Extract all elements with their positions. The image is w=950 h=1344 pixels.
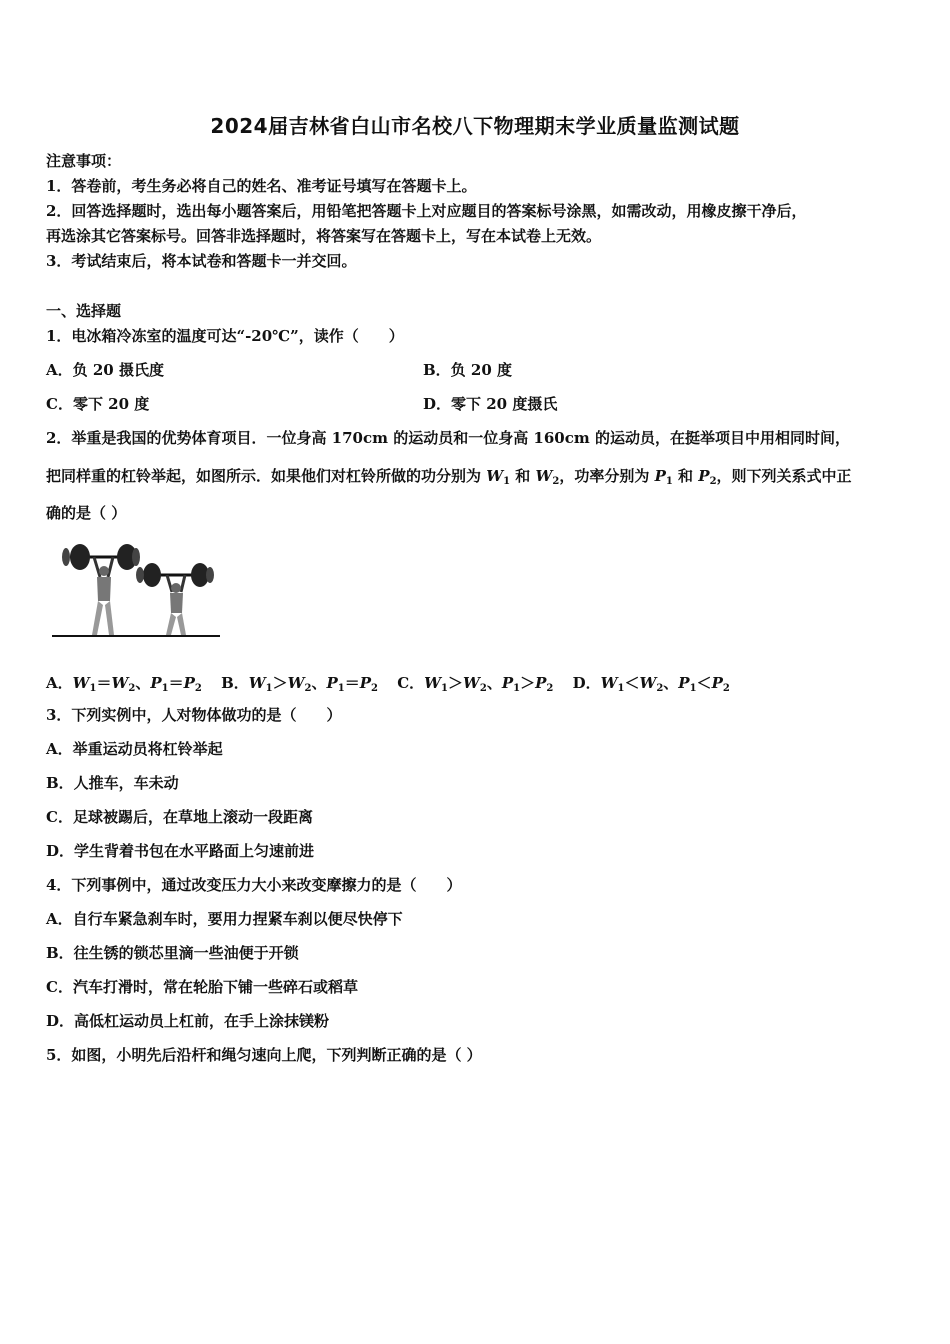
q4-option-d: D．高低杠运动员上杠前，在手上涂抹镁粉 [46,1012,330,1030]
q3-stem: 3．下列实例中，人对物体做功的是（ ） [46,706,342,724]
q3-option-c: C．足球被踢后，在草地上滚动一段距离 [46,808,313,826]
q2-stem-line-3: 确的是（ ） [46,504,127,522]
q2-option-b: B．$W_1>W_2$、$P_1=P_2$ [221,674,378,694]
q1-option-a: A．负 20 摄氏度 [46,361,164,379]
notice-item-1: 1．答卷前，考生务必将自己的姓名、准考证号填写在答题卡上。 [46,177,477,195]
weightlifters-figure [50,535,225,645]
q4-stem: 4．下列事例中，通过改变压力大小来改变摩擦力的是（ ） [46,876,462,894]
section-heading: 一、选择题 [46,302,122,320]
q3-option-a: A．举重运动员将杠铃举起 [46,740,223,758]
q2-option-a: A．$W_1=W_2$、$P_1=P_2$ [46,674,202,694]
notice-item-2-cont: 再选涂其它答案标号。回答非选择题时，将答案写在答题卡上，写在本试卷上无效。 [46,227,602,245]
q2-stem-line-2: 把同样重的杠铃举起，如图所示．如果他们对杠铃所做的功分别为 $W_1$ 和 $W_2$，功率分别为 $P_1$ 和 $P_2$，则下列关系式中正 [46,467,852,487]
q3-option-b: B．人推车，车未动 [46,774,179,792]
q2-stem-line-1: 2．举重是我国的优势体育项目．一位身高 170cm 的运动员和一位身高 160cm 的运动员，在挺举项目中用相同时间， [46,429,850,447]
q2-options [46,672,744,693]
q1-option-d: D．零下 20 度摄氏 [423,395,558,413]
q1-option-b: B．负 20 度 [423,361,512,379]
q1-option-c: C．零下 20 度 [46,395,150,413]
q2-option-d: D．$W_1<W_2$、$P_1<P_2$ [572,674,730,694]
q3-option-d: D．学生背着书包在水平路面上匀速前进 [46,842,315,860]
notice-heading: 注意事项： [46,152,122,170]
notice-item-2: 2．回答选择题时，选出每小题答案后，用铅笔把答题卡上对应题目的答案标号涂黑，如需改动，用橡皮擦干净后， [46,202,807,220]
notice-item-3: 3．考试结束后，将本试卷和答题卡一并交回。 [46,252,357,270]
q1-stem: 1．电冰箱冷冻室的温度可达“-20℃”，读作（ ） [46,327,404,345]
q2-option-c: C．$W_1>W_2$、$P_1>P_2$ [397,674,554,694]
q1-options-row-1 [46,361,904,379]
q1-options-row-2 [46,395,904,413]
q4-option-a: A．自行车紧急刹车时，要用力捏紧车刹以便尽快停下 [46,910,403,928]
q4-option-b: B．往生锈的锁芯里滴一些油便于开锁 [46,944,299,962]
page-title: 2024届吉林省白山市名校八下物理期末学业质量监测试题 [210,114,740,138]
q5-stem: 5．如图，小明先后沿杆和绳匀速向上爬，下列判断正确的是（ ） [46,1046,482,1064]
q4-option-c: C．汽车打滑时，常在轮胎下铺一些碎石或稻草 [46,978,358,996]
